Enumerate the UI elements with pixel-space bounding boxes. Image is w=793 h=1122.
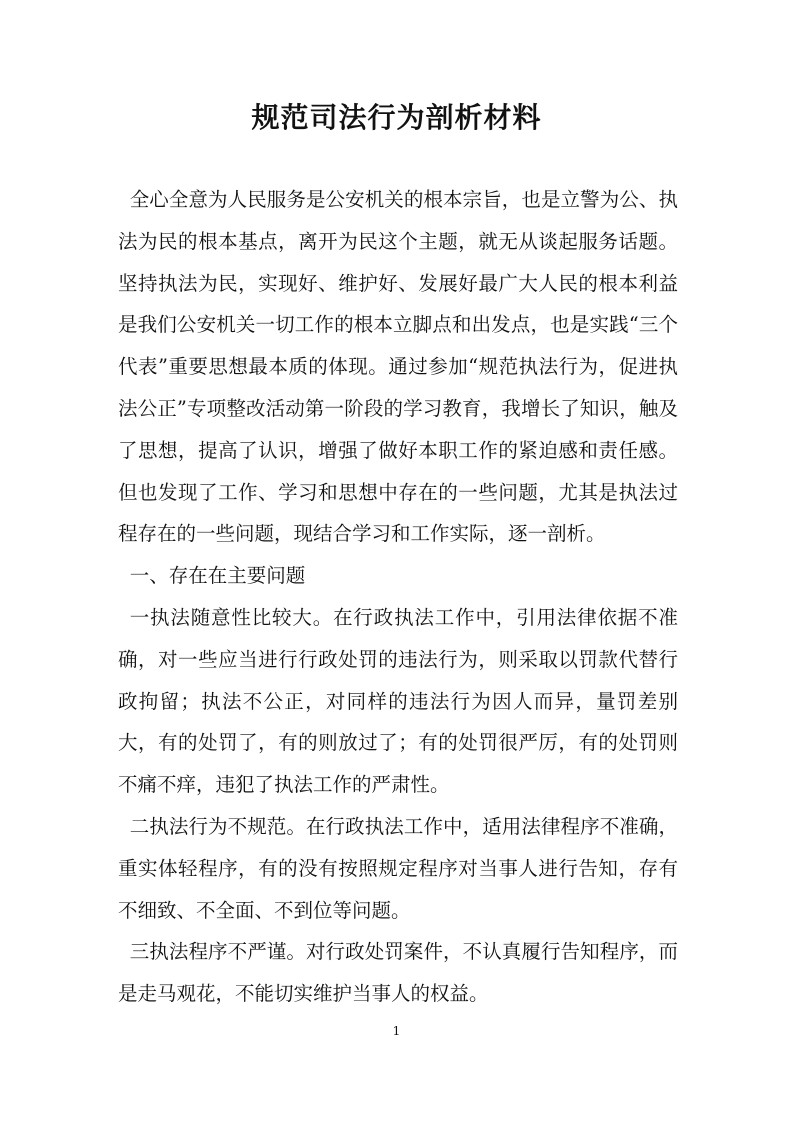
paragraph-problem-3: 三执法程序不严谨。对行政处罚案件，不认真履行告知程序，而是走马观花，不能切实维护当事人的权益。: [118, 940, 678, 1006]
paragraph-problem-2: 二执法行为不规范。在行政执法工作中，适用法律程序不准确，重实体轻程序，有的没有按照规定程序对当事人进行告知，存有不细致、不全面、不到位等问题。: [118, 814, 678, 922]
section-heading-main-problems: 一、存在在主要问题: [129, 564, 306, 588]
paragraph-intro: 全心全意为人民服务是公安机关的根本宗旨，也是立警为公、执法为民的根本基点，离开为民这个主题，就无从谈起服务话题。坚持执法为民，实现好、维护好、发展好最广大人民的根本利益是我们公安机关一切工作的根本立脚点和出发点，也是实践“三个代表”重要思想最本质的体现。通过参加“规范执法行为，促进执法公正”专项整改活动第一阶段的学习教育，我增长了知识，触及了思想，提高了认识，增强了做好本职工作的紧迫感和责任感。但也发现了工作、学习和思想中存在的一些问题，尤其是执法过程存在的一些问题，现结合学习和工作实际，逐一剖析。: [118, 188, 678, 546]
paragraph-problem-1: 一执法随意性比较大。在行政执法工作中，引用法律依据不准确，对一些应当进行行政处罚的违法行为，则采取以罚款代替行政拘留；执法不公正，对同样的违法行为因人而异，量罚差别大，有的处罚了，有的则放过了；有的处罚很严厉，有的处罚则不痛不痒，违犯了执法工作的严肃性。: [118, 605, 678, 797]
document-title: 规范司法行为剖析材料: [251, 101, 542, 134]
document-body: [118, 179, 678, 1015]
page-number: 1: [392, 1024, 401, 1038]
